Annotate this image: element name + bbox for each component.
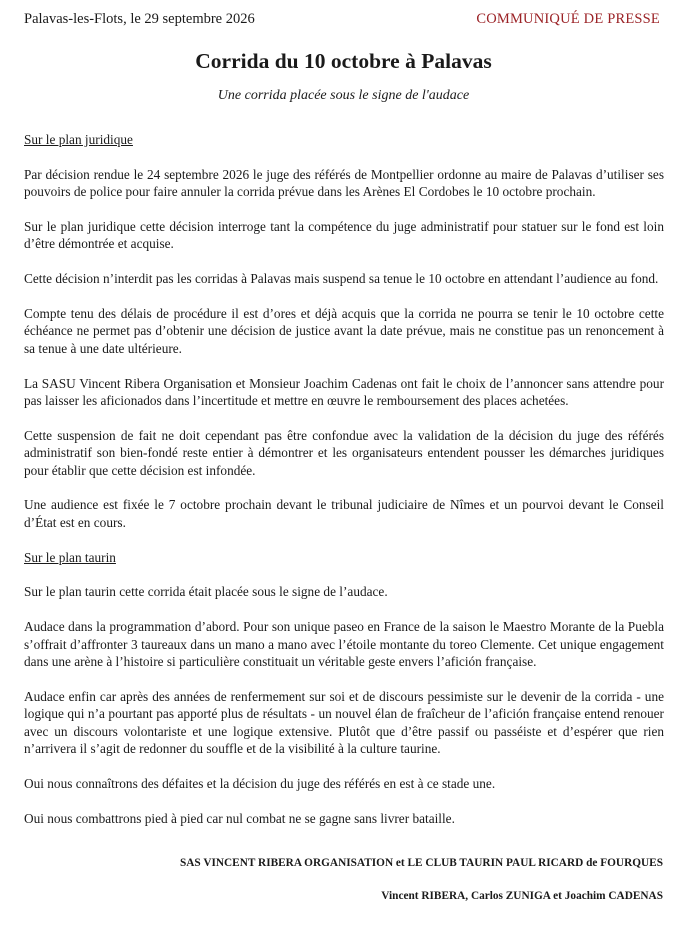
signature-names: Vincent RIBERA, Carlos ZUNIGA et Joachim CADENAS	[381, 890, 663, 902]
paragraph: Cette suspension de fait ne doit cependant pas être confondue avec la validation de la décision du juge des référés administratif son bien-fondé reste entier à démontrer et les organisateurs entendent pousser les démarches juridiques pour établir que cette décision est infondée.	[24, 427, 664, 478]
header	[24, 11, 660, 31]
signature-organizations: SAS VINCENT RIBERA ORGANISATION et LE CLUB TAURIN PAUL RICARD de FOURQUES	[179, 857, 663, 869]
paragraph: Oui nous connaîtrons des défaites et la décision du juge des référés en est à ce stade une.	[24, 775, 496, 791]
section-heading-legal: Sur le plan juridique	[24, 132, 133, 147]
paragraph: La SASU Vincent Ribera Organisation et Monsieur Joachim Cadenas ont fait le choix de l’annoncer sans attendre pour pas laisser les aficionados dans l’incertitude et mettre en œuvre le remboursement des places achetées.	[24, 375, 664, 409]
paragraph: Compte tenu des délais de procédure il est d’ores et déjà acquis que la corrida ne pourra se tenir le 10 octobre cette échéance ne permet pas d’obtenir une décision de justice avant la date prévue, mais ne constitue pas un renoncement à sa tenue à une date ultérieure.	[24, 306, 664, 356]
paragraph: Sur le plan taurin cette corrida était placée sous le signe de l’audace.	[24, 584, 388, 600]
paragraph: Sur le plan juridique cette décision interroge tant la compétence du juge administratif pour statuer sur le fond est loin d’être démontrée et acquise.	[24, 219, 664, 252]
paragraph: Une audience est fixée le 7 octobre prochain devant le tribunal judiciaire de Nîmes et un pourvoi devant le Conseil d’État est en cours.	[24, 497, 664, 530]
page-title: Corrida du 10 octobre à Palavas	[195, 49, 492, 73]
place-date: Palavas-les-Flots, le 29 septembre 2026	[24, 11, 255, 27]
section-heading-taurine: Sur le plan taurin	[24, 549, 116, 565]
paragraph: Par décision rendue le 24 septembre 2026 le juge des référés de Montpellier ordonne au maire de Palavas d’utiliser ses pouvoirs de police pour faire annuler la corrida prévue dans les Arènes El Cordobes le 10 octobre prochain.	[24, 166, 664, 200]
paragraph: Oui nous combattrons pied à pied car nul combat ne se gagne sans livrer bataille.	[24, 810, 455, 826]
press-release-label: COMMUNIQUÉ DE PRESSE	[476, 11, 660, 27]
paragraph: Audace enfin car après des années de renfermement sur soi et de discours pessimiste sur le devenir de la corrida - une logique qui n’a pourtant pas apporté plus de résultats - un nouvel élan de fraîcheur de l’afición française entend renouer avec un discours volontariste et une logique extensive. Plutôt que d’être passif ou passéiste et d’espérer que rien n’arrivera il s’agit de redonner du souffle et de la visibilité à la culture taurine.	[24, 688, 664, 757]
body-text	[24, 131, 664, 844]
paragraph: Cette décision n’interdit pas les corridas à Palavas mais suspend sa tenue le 10 octobre en attendant l’audience au fond.	[24, 271, 659, 287]
paragraph: Audace dans la programmation d’abord. Pour son unique paseo en France de la saison le Maestro Morante de la Puebla s’offrait d’affronter 3 taureaux dans un mano a mano avec l’étoile montante du toreo Clemente. Cet unique engagement dans une arène à l’histoire si particulière constituait un véritable geste envers l’afición française.	[24, 619, 664, 670]
page-subtitle: Une corrida placée sous le signe de l'audace	[217, 88, 470, 103]
